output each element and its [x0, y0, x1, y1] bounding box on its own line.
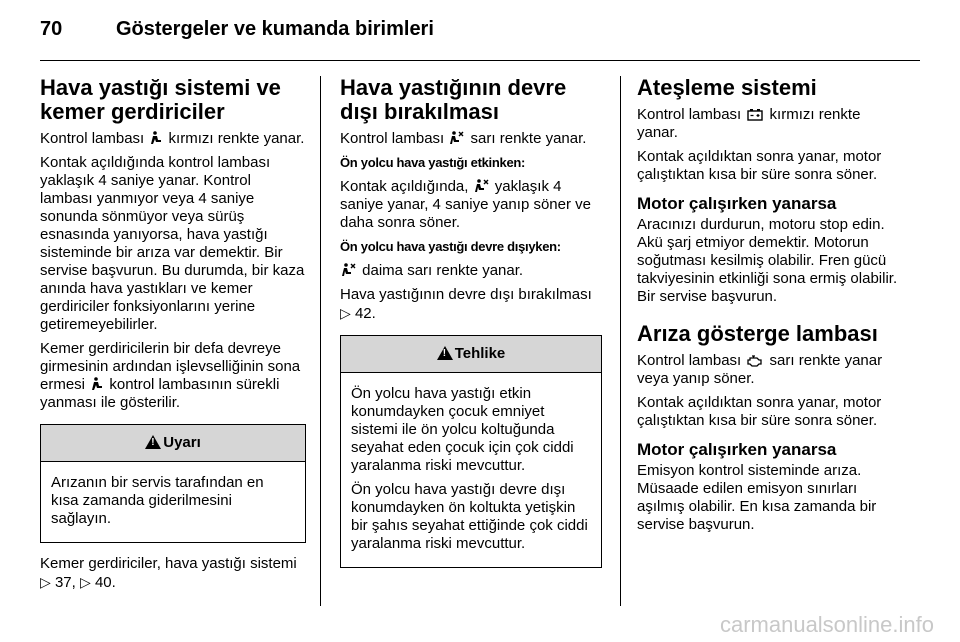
danger-box-header: ! Tehlike	[341, 336, 601, 373]
page-reference-arrow-icon: ▷	[40, 574, 51, 590]
section-heading-ignition-system: Ateşleme sistemi	[637, 75, 817, 100]
section-heading-airbag-deactivation: Hava yastığının devre dışı bırakılması	[340, 75, 567, 124]
page-header	[40, 12, 920, 56]
page-title: Göstergeler ve kumanda birimleri	[116, 18, 434, 40]
page-reference[interactable]: 42	[354, 305, 372, 322]
battery-icon	[747, 108, 763, 121]
airbag-seat-icon	[150, 131, 162, 145]
warning-triangle-icon: !	[437, 346, 453, 360]
warning-triangle-icon: !	[145, 435, 161, 449]
column-ignition-system	[637, 76, 903, 540]
section-heading-malfunction-lamp: Arıza gösterge lambası	[637, 321, 878, 346]
warning-box-header: ! Uyarı	[41, 425, 305, 462]
warning-text: Arızanın bir servis tarafından en kısa zamanda giderilmesini sağlayın.	[51, 474, 264, 527]
danger-text: Ön yolcu hava yastığı etkin konumdayken çocuk emniyet sistemi ile ön yolcu koltuğunda seyahat eden çocuk için çok ciddi yaralanma riski mevcuttur.	[351, 385, 574, 474]
paragraph: Kontrol lambası sarı renkte yanar veya yanıp söner.	[637, 352, 883, 387]
subheading: Motor çalışırken yanarsa	[637, 440, 837, 459]
section-heading-airbag-system: Hava yastığı sistemi ve kemer gerdiriciler	[40, 75, 281, 124]
warning-box-body	[41, 462, 305, 542]
paragraph: daima sarı renkte yanar.	[340, 262, 602, 280]
watermark: carmanualsonline.info	[719, 612, 934, 637]
page-reference-arrow-icon: ▷	[340, 305, 351, 321]
page-reference[interactable]: 40	[94, 574, 112, 591]
paragraph: Kontak açıldıktan sonra yanar, motor çalıştıktan kısa bir süre sonra söner.	[637, 148, 882, 183]
header-divider	[40, 60, 920, 61]
danger-box-body	[341, 373, 601, 567]
passenger-airbag-off-icon	[342, 263, 356, 277]
column-airbag-deactivation	[340, 76, 602, 580]
paragraph-with-references: Kemer gerdiriciler, hava yastığı sistemi ▷ 37, ▷ 40.	[40, 555, 297, 591]
danger-text: Ön yolcu hava yastığı devre dışı konumdayken ön koltukta yetişkin bir şahıs seyahat ettiğinde çok ciddi yaralanma riski mevcuttur.	[351, 481, 588, 552]
subheading: Ön yolcu hava yastığı etkinken:	[340, 155, 526, 170]
paragraph: Kontrol lambası kırmızı renkte yanar.	[637, 106, 861, 141]
column-divider-1	[320, 76, 321, 606]
paragraph: Kontak açıldığında kontrol lambası yaklaşık 4 saniye yanar. Kontrol lambası yanmıyor veya 4 saniye sonunda sönmüyor veya sürüş esnasında yanıyorsa, hava yastığı sisteminde bir arıza var demektir. Bir servise başvurun. Bu durumda, bir kaza anında hava yastıkları ve kemer gerdiriciler fonksiyonlarını yerine getiremeyebilirler.	[40, 154, 305, 333]
warning-box	[40, 424, 306, 543]
paragraph-with-reference: Hava yastığının devre dışı bırakılması ▷ 42.	[340, 286, 592, 322]
page-reference[interactable]: 37	[54, 574, 72, 591]
subheading: Motor çalışırken yanarsa	[637, 194, 837, 213]
check-engine-icon	[747, 354, 763, 367]
paragraph: Kontrol lambası sarı renkte yanar.	[340, 130, 587, 147]
page-reference-arrow-icon: ▷	[79, 574, 91, 590]
paragraph: Kontrol lambası kırmızı renkte yanar.	[40, 130, 305, 147]
page-number: 70	[40, 18, 63, 40]
danger-box	[340, 335, 602, 568]
paragraph: Kemer gerdiricilerin bir defa devreye girmesinin ardından işlevselliğinin sona ermesi kontrol lambasının sürekli yanması ile gösterilir.	[40, 340, 301, 411]
paragraph: Emisyon kontrol sisteminde arıza. Müsaade edilen emisyon sınırları aşılmış olabilir. En kısa zamanda bir servise başvurun.	[637, 462, 877, 533]
column-airbag-system	[40, 76, 306, 598]
column-divider-2	[620, 76, 621, 606]
paragraph: Aracınızı durdurun, motoru stop edin. Akü şarj etmiyor demektir. Motorun soğutması kesilmiş olabilir. Fren gücü takviyesinin etkinliği sona ermiş olabilir. Bir servise başvurun.	[637, 216, 898, 305]
subheading: Ön yolcu hava yastığı devre dışıyken:	[340, 239, 561, 254]
paragraph: Kontak açıldığında, yaklaşık 4 saniye yanar, 4 saniye yanıp söner ve daha sonra söner.	[340, 178, 591, 231]
passenger-airbag-off-icon	[475, 179, 489, 193]
passenger-airbag-off-icon	[450, 131, 464, 145]
paragraph: Kontak açıldıktan sonra yanar, motor çalıştıktan kısa bir süre sonra söner.	[637, 394, 882, 429]
airbag-seat-icon	[91, 377, 103, 391]
